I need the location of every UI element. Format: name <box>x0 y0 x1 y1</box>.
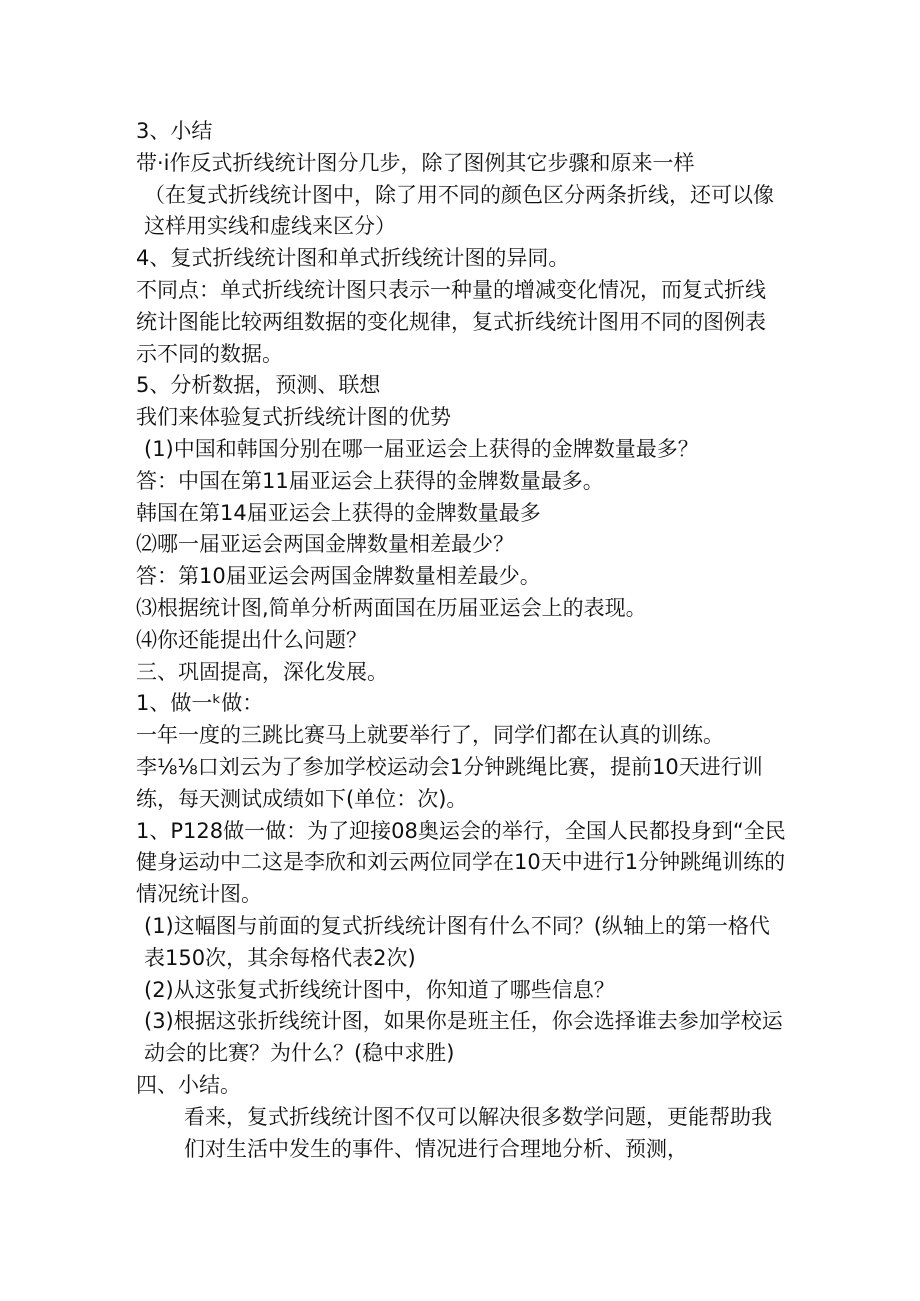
exercise-question-2: (2)从这张复式折线统计图中，你知道了哪些信息？ <box>144 977 615 1002</box>
paragraph-competition: 一年一度的三跳比赛马上就要举行了，同学们都在认真的训练。 <box>136 723 724 748</box>
question-4: ⑷你还能提出什么问题？ <box>136 627 367 652</box>
heading-comparison: 4、复式折线统计图和单式折线统计图的异同。 <box>136 246 570 271</box>
heading-consolidate: 三、巩固提高，深化发展。 <box>136 659 388 684</box>
paragraph-training: 李⅛⅛口刘云为了参加学校运动会1分钟跳绳比赛，提前10天进行训练，每天测试成绩如下(单位：次)。 <box>136 754 763 811</box>
paragraph-differences: 不同点：单式折线统计图只表示一种量的增减变化情况，而复式折线统计图能比较两组数据的变化规律，复式折线统计图用不同的图例表示不同的数据。 <box>136 277 766 366</box>
question-2: ⑵哪一届亚运会两国金牌数量相差最少？ <box>136 532 514 557</box>
answer-1b: 韩国在第14届亚运会上获得的金牌数量最多 <box>136 500 541 525</box>
heading-exercise: 1、做一ᵏ做： <box>136 691 264 716</box>
question-3: ⑶根据统计图,简单分析两面国在历届亚运会上的表现。 <box>136 595 647 620</box>
paragraph-line-styles: （在复式折线统计图中，除了用不同的颜色区分两条折线，还可以像这样用实线和虚线来区分） <box>144 182 774 239</box>
exercise-question-3: (3)根据这张折线统计图，如果你是班主任，你会选择谁去参加学校运动会的比赛？为什么？(稳中求胜) <box>144 1009 783 1066</box>
heading-summary: 3、小结 <box>136 119 213 143</box>
paragraph-advantage: 我们来体验复式折线统计图的优势 <box>136 405 451 430</box>
paragraph-conclusion: 看来，复式折线统计图不仅可以解决很多数学问题，更能帮助我们对生活中发生的事件、情况进行合理地分析、预测， <box>184 1104 772 1161</box>
heading-conclusion: 四、小结。 <box>136 1072 241 1097</box>
heading-analysis: 5、分析数据，预测、联想 <box>136 373 381 398</box>
exercise-question-1: (1)这幅图与前面的复式折线统计图有什么不同？(纵轴上的第一格代表150次，其余每格代表2次) <box>144 913 770 970</box>
answer-1a: 答：中国在第11届亚运会上获得的金牌数量最多。 <box>136 468 604 493</box>
answer-2: 答：第10届亚运会两国金牌数量相差最少。 <box>136 564 541 589</box>
document-body <box>136 116 786 1165</box>
paragraph-steps: 带·i作反式折线统计图分几步，除了图例其它步骤和原来一样 <box>136 150 695 175</box>
paragraph-p128: 1、P128做一做：为了迎接08奥运会的举行，全国人民都投身到“全民健身运动中二这是李欣和刘云两位同学在10天中进行1分钟跳绳训练的情况统计图。 <box>136 818 786 907</box>
question-1: (1)中国和韩国分别在哪一届亚运会上获得的金牌数量最多？ <box>144 436 699 461</box>
